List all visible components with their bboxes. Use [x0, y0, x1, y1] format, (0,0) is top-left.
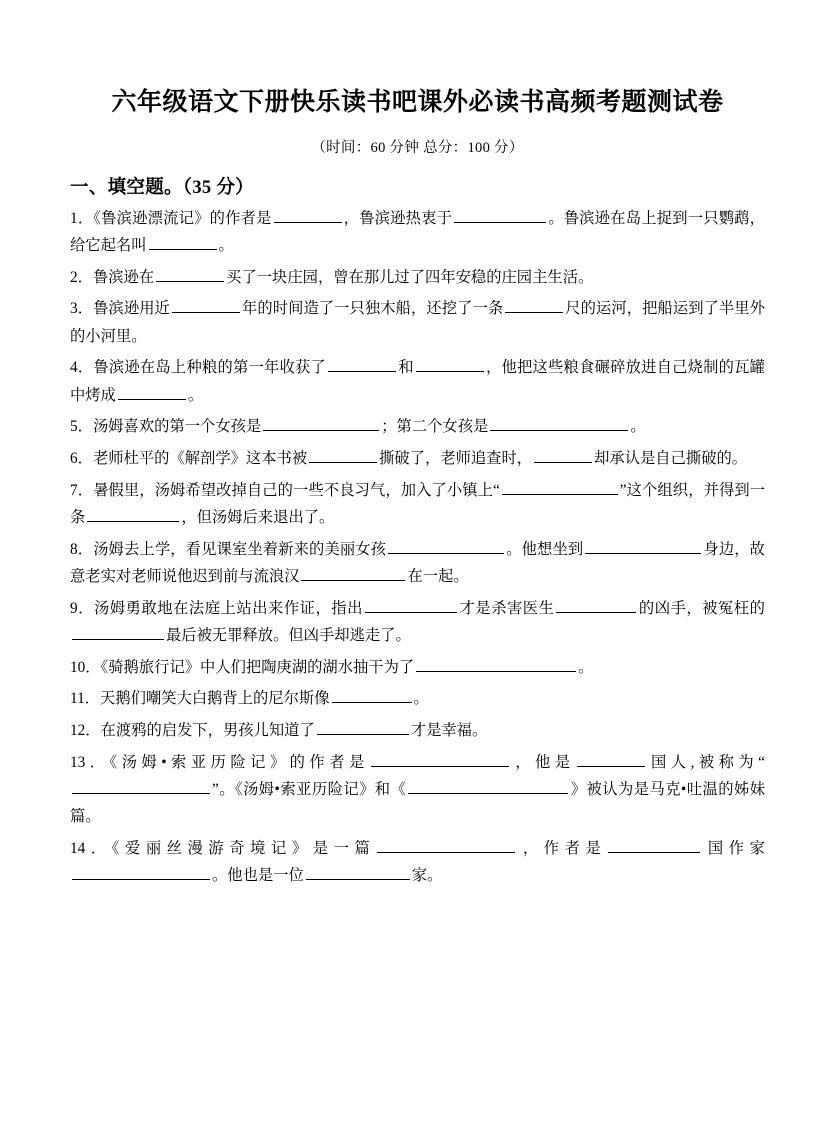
question-text-segment: 汤姆喜欢的第一个女孩是: [92, 418, 262, 436]
question-text-segment: 在渡鸦的启发下，男孩儿知道了: [100, 721, 315, 739]
question-text-segment: 《鲁滨逊漂流记》的作者是: [93, 209, 272, 227]
answer-blank[interactable]: [72, 864, 210, 880]
answer-blank[interactable]: [172, 297, 240, 313]
answer-blank[interactable]: [156, 265, 224, 281]
answer-blank[interactable]: [416, 655, 576, 671]
question-text-segment: 最后被无罪释放。但凶手却逃走了。: [166, 626, 411, 644]
question-text-segment: 尺的运河，把船运到了半里外的小河里。: [70, 300, 765, 345]
question-text-segment: 撕破了，老师追查时，: [379, 450, 533, 467]
question-text-segment: ，作者是: [517, 839, 607, 857]
answer-blank[interactable]: [454, 206, 546, 222]
answer-blank[interactable]: [490, 415, 628, 431]
question-item: [70, 685, 765, 712]
question-number: 2．: [70, 268, 93, 286]
answer-blank[interactable]: [149, 234, 217, 250]
answer-blank[interactable]: [328, 356, 396, 372]
question-text-segment: ，他把这些粮食碾碎放进自己烧制的瓦罐中烤成: [70, 359, 765, 404]
question-item: [70, 835, 765, 889]
question-text-segment: 才是杀害医生: [458, 599, 555, 617]
question-number: 14．: [70, 839, 112, 857]
answer-blank[interactable]: [274, 206, 342, 222]
question-text-segment: 的凶手，被冤枉的: [638, 599, 765, 617]
question-number: 13．: [70, 753, 110, 771]
question-text-segment: 才是幸福。: [410, 721, 488, 739]
question-item: [70, 205, 765, 259]
question-number: 1．: [70, 209, 94, 227]
question-text-segment: 暑假里，汤姆希望改掉自己的一些不良习气，加入了小镇上“: [93, 481, 500, 499]
question-text-segment: 》被认为是马克•吐温的姊妹篇。: [70, 780, 766, 826]
answer-blank[interactable]: [365, 596, 457, 612]
page-title: 六年级语文下册快乐读书吧课外必读书高频考题测试卷: [111, 89, 724, 116]
question-text-segment: 。他想坐到: [506, 540, 584, 558]
question-number: 6．: [70, 450, 93, 467]
question-text-segment: 《骑鹅旅行记》中人们把陶庚湖的湖水抽干为了: [100, 658, 415, 676]
exam-info-line: （时间：60 分钟 总分：100 分）: [311, 139, 524, 156]
question-text-segment: 。: [187, 386, 204, 404]
question-item: [70, 749, 765, 831]
answer-blank[interactable]: [263, 415, 379, 431]
section-title-fill-in-blank: 一、填空题。（35 分）: [70, 177, 254, 198]
question-item: [70, 595, 765, 649]
question-number: 7．: [70, 481, 94, 499]
answer-blank[interactable]: [577, 750, 645, 766]
question-text-segment: ；第二个女孩是: [381, 418, 489, 436]
question-item: [70, 536, 765, 590]
answer-blank[interactable]: [332, 687, 412, 703]
question-text-segment: 天鹅们嘲笑大白鹅背上的尼尔斯像: [100, 690, 330, 708]
question-text-segment: ，但汤姆后来退出了。: [181, 508, 335, 526]
answer-blank[interactable]: [377, 837, 515, 853]
question-text-segment: 国人,被称为“: [646, 753, 765, 771]
question-text-segment: 。: [413, 690, 429, 708]
question-text-segment: 。: [630, 418, 646, 436]
question-text-segment: 国作家: [702, 839, 765, 857]
question-text-segment: 。鲁滨逊在岛上捉到一只鹦鹉，给它起名叫: [70, 209, 765, 254]
question-text-segment: ”这个组织，并得到一条: [70, 481, 766, 526]
question-text-segment: 老师杜平的《解剖学》这本书被: [92, 450, 308, 467]
answer-blank[interactable]: [502, 478, 618, 494]
answer-blank[interactable]: [534, 447, 592, 463]
question-text-segment: 年的时间造了一只独木船，还挖了一条: [241, 300, 504, 318]
answer-blank[interactable]: [306, 864, 410, 880]
question-number: 8．: [70, 540, 94, 558]
question-number: 11．: [70, 690, 101, 708]
question-item: [70, 445, 765, 472]
question-text-segment: 《汤姆•索亚历险记》的作者是: [109, 753, 369, 771]
question-text-segment: 鲁滨逊用近: [93, 300, 170, 318]
question-text-segment: ，鲁滨逊热衷于: [343, 209, 453, 227]
question-text-segment: ”。《汤姆•索亚历险记》和《: [212, 780, 407, 798]
question-item: [70, 264, 765, 291]
question-text-segment: 家。: [411, 867, 443, 885]
question-item: [70, 654, 765, 681]
answer-blank[interactable]: [556, 596, 636, 612]
question-text-segment: 。: [578, 658, 594, 676]
answer-blank[interactable]: [72, 778, 210, 794]
answer-blank[interactable]: [416, 356, 484, 372]
question-list: [70, 205, 765, 890]
question-item: [70, 354, 765, 408]
answer-blank[interactable]: [505, 297, 563, 313]
question-text-segment: 在一起。: [407, 567, 469, 585]
answer-blank[interactable]: [408, 778, 568, 794]
question-item: [70, 477, 765, 531]
answer-blank[interactable]: [87, 506, 179, 522]
question-text-segment: 却承认是自己撕破的。: [594, 450, 748, 467]
question-text-segment: 。: [218, 236, 234, 254]
question-text-segment: 买了一块庄园，曾在那儿过了四年安稳的庄园主生活。: [226, 268, 594, 286]
question-text-segment: 《爱丽丝漫游奇境记》是一篇: [111, 839, 376, 857]
answer-blank[interactable]: [301, 565, 405, 581]
question-number: 5．: [70, 418, 93, 436]
question-text-segment: 。他也是一位: [212, 867, 304, 885]
answer-blank[interactable]: [371, 750, 509, 766]
question-number: 4．: [70, 359, 94, 377]
answer-blank[interactable]: [388, 537, 504, 553]
answer-blank[interactable]: [72, 624, 164, 640]
question-number: 9．: [70, 599, 94, 617]
question-number: 12．: [70, 721, 101, 739]
question-number: 10．: [70, 658, 101, 676]
question-item: [70, 413, 765, 440]
answer-blank[interactable]: [317, 719, 409, 735]
question-text-segment: 汤姆去上学，看见课室坐着新来的美丽女孩: [93, 540, 387, 558]
question-item: [70, 295, 765, 349]
question-number: 3．: [70, 300, 94, 318]
question-text-segment: ，他是: [510, 753, 575, 771]
answer-blank[interactable]: [585, 537, 701, 553]
question-text-segment: 和: [398, 359, 414, 377]
answer-blank[interactable]: [118, 383, 186, 399]
answer-blank[interactable]: [309, 447, 377, 463]
question-text-segment: 汤姆勇敢地在法庭上站出来作证，指出: [94, 599, 363, 617]
question-text-segment: 鲁滨逊在岛上种粮的第一年收获了: [93, 359, 327, 377]
question-text-segment: 身边，故意老实对老师说他迟到前与流浪汉: [70, 540, 765, 585]
answer-blank[interactable]: [608, 837, 700, 853]
question-item: [70, 717, 765, 744]
question-text-segment: 鲁滨逊在: [92, 268, 155, 286]
